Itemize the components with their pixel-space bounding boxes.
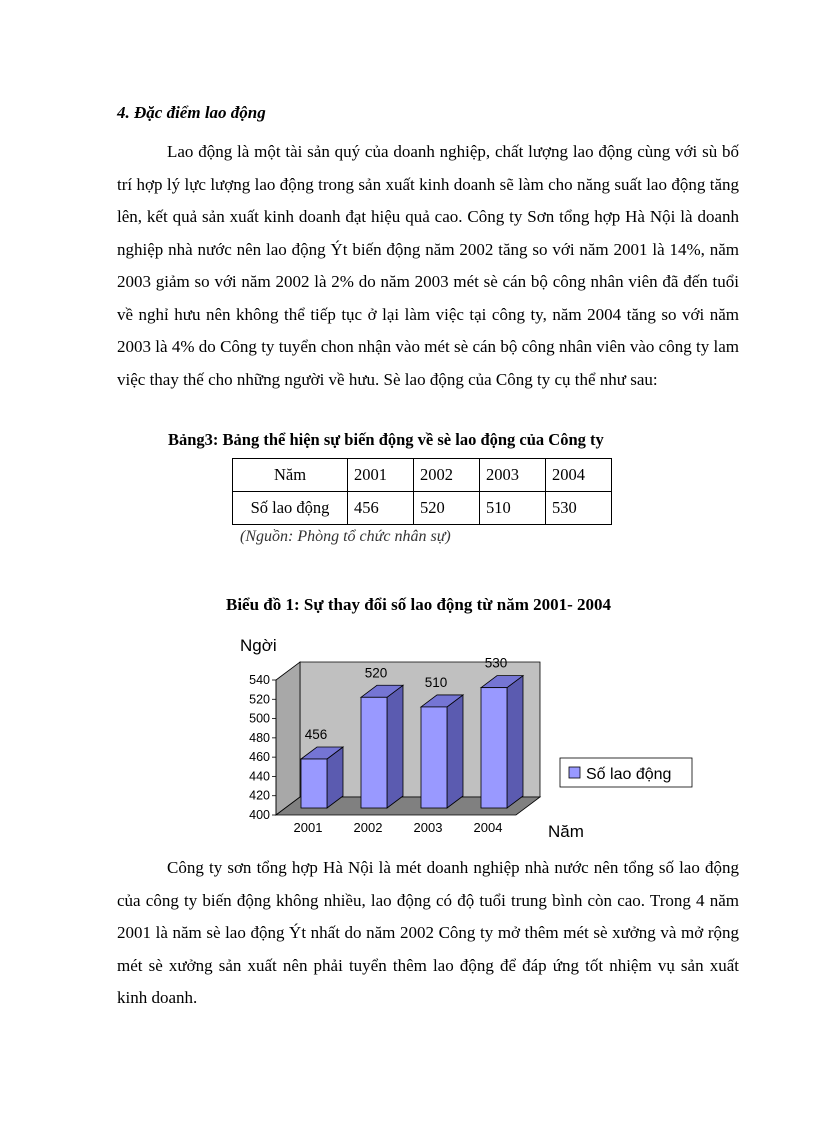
bar xyxy=(481,688,507,808)
bar xyxy=(361,697,387,808)
table-cell: 530 xyxy=(546,492,612,525)
x-tick-label: 2001 xyxy=(293,820,323,835)
section-heading: 4. Đặc điểm lao động xyxy=(117,103,266,122)
paragraph-labor-analysis xyxy=(117,852,739,1015)
bar-side xyxy=(507,676,523,808)
table-header-cell: Năm xyxy=(233,459,348,492)
table-header-cell: 2001 xyxy=(348,459,414,492)
paragraph-2-text: Công ty sơn tổng hợp Hà Nội là mét doanh nghiệp nhà nước nên tổng số lao động của công ty biến động không nhiều, lao động có độ tuổi trung bình còn cao. Trong 4 năm 2001 là năm sè lao động Ýt nhất do năm 2002 Công ty mở thêm mét sè xưởng và mở rộng mét sè xưởng sản xuất nên phải tuyển thêm lao động để đáp ứng tốt nhiệm vụ sản xuất kinh doanh. xyxy=(117,858,739,1007)
chart-side-wall xyxy=(276,662,300,815)
x-tick-label: 2003 xyxy=(413,820,443,835)
y-tick-label: 440 xyxy=(249,769,270,784)
table-source-note: (Nguồn: Phòng tổ chức nhân sự) xyxy=(240,528,451,545)
bar xyxy=(421,707,447,808)
labor-table xyxy=(232,458,612,525)
data-label: 520 xyxy=(364,665,388,681)
legend-label: Số lao động xyxy=(586,766,672,783)
paragraph-1-text: Lao động là một tài sản quý của doanh nghiệp, chất lượng lao động cùng với sù bố trí hợp lý lực lượng lao động trong sản xuất kinh doanh sẽ làm cho năng suất lao động tăng lên, kết quả sản xuất kinh doanh đạt hiệu quả cao. Công ty Sơn tổng hợp Hà Nội là doanh nghiệp nhà nước nên lao động Ýt biến động năm 2002 tăng so với năm 2001 là 14%, năm 2003 giảm so với năm 2002 là 2% do năm 2003 mét sè cán bộ công nhân viên đã đến tuổi về nghỉ hưu nên không thể tiếp tục ở lại làm việc tại công ty, năm 2004 tăng so với năm 2003 là 4% do Công ty tuyển chon nhận vào mét sè cán bộ công nhân viên vào công ty lam việc thay thế cho những người về hưu. Sè lao động của Công ty cụ thể như sau: xyxy=(117,142,739,389)
table-cell: Số lao động xyxy=(233,492,348,525)
table-cell: 456 xyxy=(348,492,414,525)
y-tick-label: 500 xyxy=(249,711,270,726)
bar xyxy=(301,759,327,808)
data-label: 456 xyxy=(304,727,328,742)
table-cell: 520 xyxy=(414,492,480,525)
y-tick-label: 460 xyxy=(249,750,270,765)
data-label: 530 xyxy=(484,655,508,671)
table-header-cell: 2002 xyxy=(414,459,480,492)
chart-y-axis-label: Ngời xyxy=(240,636,277,655)
table-row xyxy=(233,492,612,525)
y-tick-label: 400 xyxy=(249,808,270,822)
y-tick-label: 480 xyxy=(249,730,270,745)
data-label: 510 xyxy=(424,674,448,690)
table-header-cell: 2004 xyxy=(546,459,612,492)
legend-swatch xyxy=(569,767,580,778)
y-tick-label: 420 xyxy=(249,788,270,803)
bar-side xyxy=(387,685,403,808)
bar-side xyxy=(447,695,463,808)
y-tick-label: 520 xyxy=(249,692,270,707)
paragraph-labor-overview xyxy=(117,136,739,396)
table-header-cell: 2003 xyxy=(480,459,546,492)
x-tick-label: 2004 xyxy=(473,820,503,835)
y-tick-label: 540 xyxy=(249,673,270,687)
chart-title: Biểu đồ 1: Sự thay đổi số lao động từ năm 2001- 2004 xyxy=(226,595,612,614)
table-cell: 510 xyxy=(480,492,546,525)
table-header-row xyxy=(233,459,612,492)
x-tick-label: 2002 xyxy=(353,820,383,835)
bar-chart xyxy=(230,625,710,850)
chart-x-axis-label: Năm xyxy=(548,822,584,841)
table-caption: Bảng3: Bảng thể hiện sự biến động về sè lao động của Công ty xyxy=(168,430,604,449)
